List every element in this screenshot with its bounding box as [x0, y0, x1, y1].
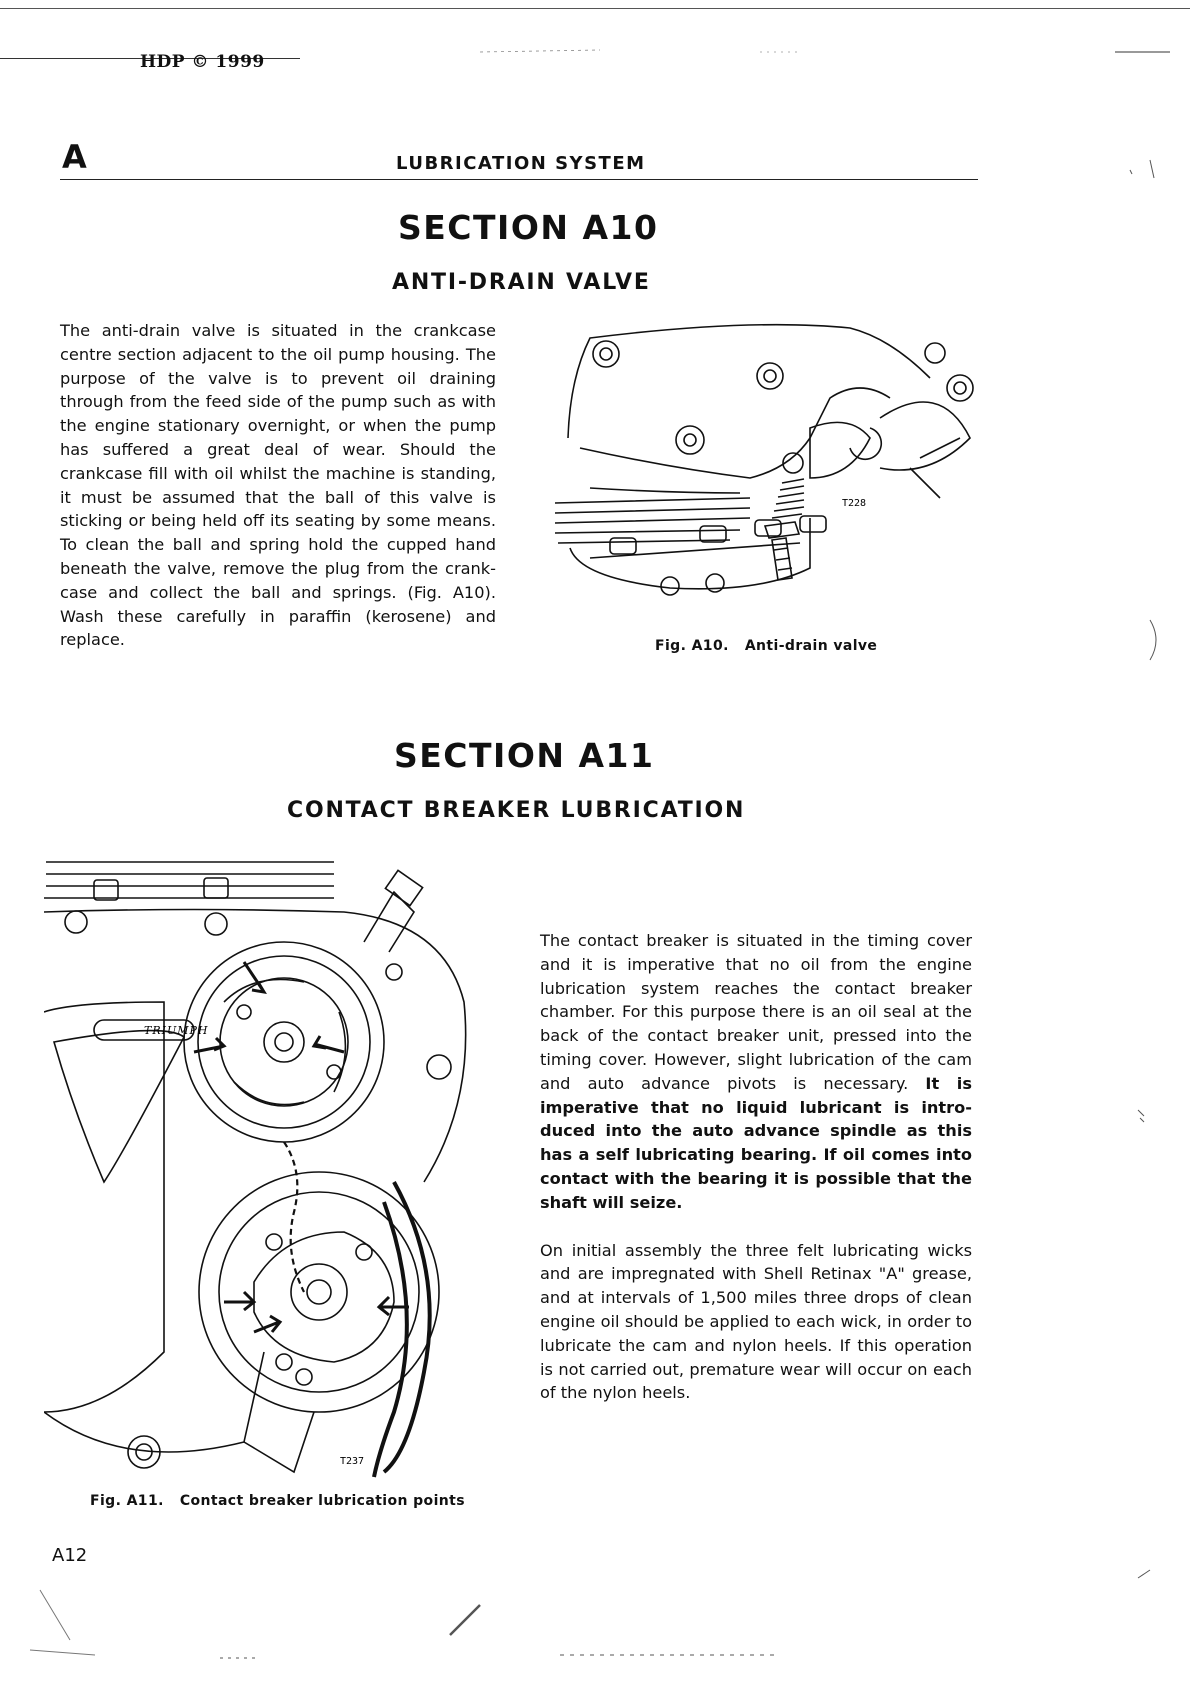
fig-a11-caption-text: Contact breaker lubrication points — [179, 1493, 465, 1509]
running-title: LUBRICATION SYSTEM — [396, 153, 646, 174]
section-a11-paragraph-1-bold: It is imperative that no liquid lubricant is intro-duced into the auto advance spindle as this has a self lubricating bearing. If oil comes into contact with the bearing it is possible that the shaft will seize. — [540, 1073, 972, 1212]
fig-a10-number: Fig. A10. — [655, 638, 729, 654]
section-a11-paragraph-2: On initial assembly the three felt lubricating wicks and are impregnated with Shell Retinax "A" grease, and at intervals of 1,500 miles three drops of clean engine oil should be applied to each wick, in order to lubricate the cam and nylon heels. If this operation is not carried out, premature wear will occur on each of the nylon heels. — [540, 1240, 972, 1403]
section-a10-title: SECTION A10 — [398, 208, 659, 247]
triumph-logo-text: TRIUMPH — [144, 1024, 209, 1037]
fig-a10-caption-text: Anti-drain valve — [744, 638, 878, 654]
section-a11-paragraph-1-normal: The contact breaker is situated in the timing cover and it is imperative that no oil from the engine lubrication system reaches the contact breaker chamber. For this purpose there is an oil seal at the back of the contact breaker unit, pressed into the timing cover. However, slight lubrication of the cam and auto advance pivots is necessary. — [540, 931, 972, 1093]
section-a10-subtitle: ANTI-DRAIN VALVE — [392, 270, 651, 295]
fig-a11-number: Fig. A11. — [90, 1493, 164, 1509]
section-a10-paragraph: The anti-drain valve is situated in the crankcase centre section adjacent to the oil pump housing. The purpose of the valve is to prevent oil draining through from the feed side of the pump such as with the engine stationary overnight, or when the pump has suffered a great deal of wear. Should the crankcase fill with oil whilst the machine is standing, it must be assumed that the ball of this valve is sticking or being held off its seating by some means. To clean the ball and spring hold the cupped hand beneath the valve, remove the plug from the crank-case and collect the ball and springs. (Fig. A10). Wash these carefully in paraffin (kerosene) and replace. — [60, 321, 496, 650]
section-letter: A — [62, 138, 87, 176]
hdp-copyright-mark: HDP © 1999 — [140, 52, 265, 72]
fig-a10-code: T228 — [842, 498, 867, 509]
section-a11-title: SECTION A11 — [394, 736, 655, 775]
fig-a11-code: T237 — [340, 1456, 365, 1467]
section-a11-subtitle: CONTACT BREAKER LUBRICATION — [287, 798, 746, 823]
page-number: A12 — [52, 1545, 88, 1566]
